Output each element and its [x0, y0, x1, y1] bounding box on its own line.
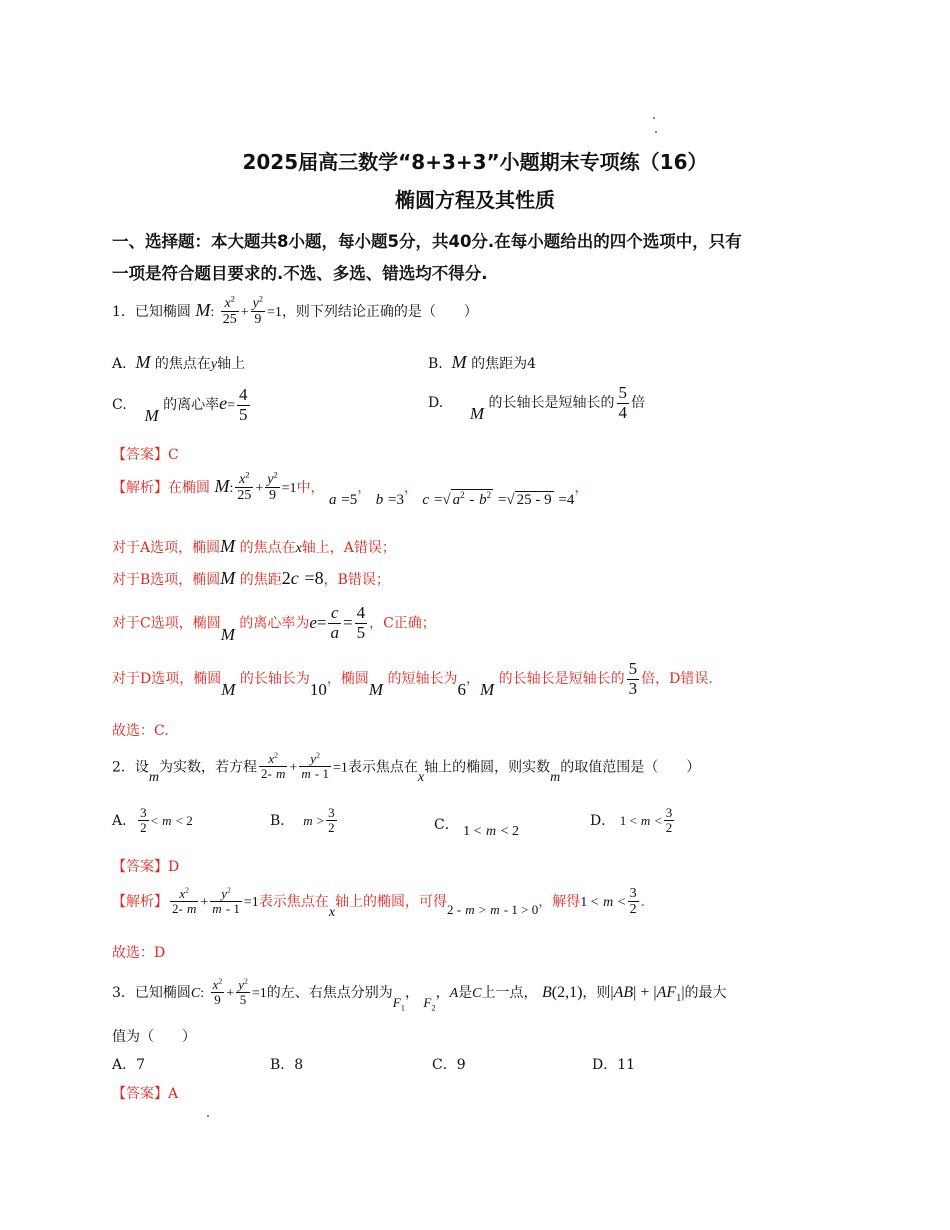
- q1-option-c: C. M 的离心率e= $\frac{4}{5}$: [112, 385, 248, 426]
- q3-option-a: A．7: [112, 1057, 146, 1073]
- q1-analysis: 【解析】在椭圆 M: $\frac{x^2}{25}$ + $\frac{y^2}{9}$ =1中， a =5， b =3， c =√ $a^2 - b^2$ =√ 25 - 9 =4，: [112, 470, 589, 508]
- math: :: [210, 304, 215, 320]
- q2-option-d: D． 1 < m < $\frac{3}{2}$: [590, 805, 673, 836]
- q1-conclusion: 故选：C.: [112, 723, 169, 739]
- q2-option-c: C． 1 < m < 2: [434, 817, 520, 839]
- page-subtitle: 椭圆方程及其性质: [395, 188, 555, 212]
- speck-mark: [207, 1115, 209, 1117]
- q1-option-a: A. M 的焦点在y轴上: [112, 352, 246, 372]
- question-3: 3．已知椭圆C: $\frac{x^2}{9}$ + $\frac{y^2}{5}$ =1的左、右焦点分别为$F_1$， $F_2$，A是C上一点， B(2,1)，则$|AB| + |AF_1|$的最大: [112, 976, 727, 1013]
- math-M: M: [195, 299, 211, 320]
- math-fraction: $\frac{y^2}{9}$: [252, 294, 264, 328]
- q1-option-d: D. M 的长轴长是短轴长的 $\frac{5}{4}$ 倍: [428, 383, 646, 424]
- page-title: 2025届高三数学“8+3+3”小题期末专项练（16）: [242, 150, 708, 174]
- question-1: 1．已知椭圆 M: $\frac{x^2}{25}$ + $\frac{y^2}{9}$ =1，则下列结论正确的是（ ）: [112, 294, 478, 328]
- question-number: 1．: [112, 303, 135, 320]
- q1-line-b: 对于B选项，椭圆M 的焦距2c =8，B错误；: [112, 568, 390, 588]
- question-3-cont: 值为（ ）: [112, 1029, 196, 1045]
- question-text: 已知椭圆: [134, 303, 191, 320]
- q3-option-b: B．8: [270, 1057, 304, 1073]
- section-header-cont: 一项是符合题目要求的.不选、多选、错选均不得分.: [112, 264, 488, 283]
- q3-option-c: C．9: [432, 1057, 466, 1073]
- math-fraction: $\frac{x^2}{25}$: [222, 294, 237, 328]
- section-header: 一、选择题：本大题共8小题，每小题5分，共40分.在每小题给出的四个选项中，只有: [112, 232, 742, 251]
- q2-answer: 【答案】D: [112, 859, 180, 875]
- q3-option-d: D．11: [592, 1057, 636, 1073]
- speck-mark: [653, 117, 655, 119]
- q3-answer: 【答案】A: [112, 1086, 179, 1102]
- q1-line-d: 对于D选项，椭圆M 的长轴长为10，椭圆M 的短轴长为6，M 的长轴长是短轴长的 $\frac{5}{3}$ 倍，D错误.: [112, 659, 713, 700]
- q2-option-b: B． m > $\frac{3}{2}$: [270, 805, 335, 836]
- q2-analysis: 【解析】 $\frac{x^2}{2- m}$ + $\frac{y^2}{m - 1}$ =1表示焦点在x轴上的椭圆，可得2 - m > m - 1 > 0，解得1 < m < $\frac{3}{2}$ .: [112, 885, 646, 920]
- question-text: ，则下列结论正确的是（ ）: [281, 303, 478, 320]
- q1-option-b: B. M 的焦距为4: [428, 352, 537, 372]
- q2-conclusion: 故选：D: [112, 945, 166, 961]
- q2-option-a: A． $\frac{3}{2}$ < m < 2: [112, 805, 193, 836]
- question-2: 2．设m为实数，若方程 $\frac{x^2}{2- m}$ + $\frac{y^2}{m - 1}$ =1表示焦点在x轴上的椭圆，则实数m的取值范围是（ ）: [112, 750, 701, 786]
- q1-line-a: 对于A选项，椭圆M 的焦点在x轴上，A错误；: [112, 536, 396, 556]
- q1-line-c: 对于C选项，椭圆M 的离心率为e= $\frac{c}{a}$ = $\frac{4}{5}$ ，C正确；: [112, 603, 436, 644]
- speck-mark: [655, 131, 657, 133]
- q1-answer: 【答案】C: [112, 447, 179, 463]
